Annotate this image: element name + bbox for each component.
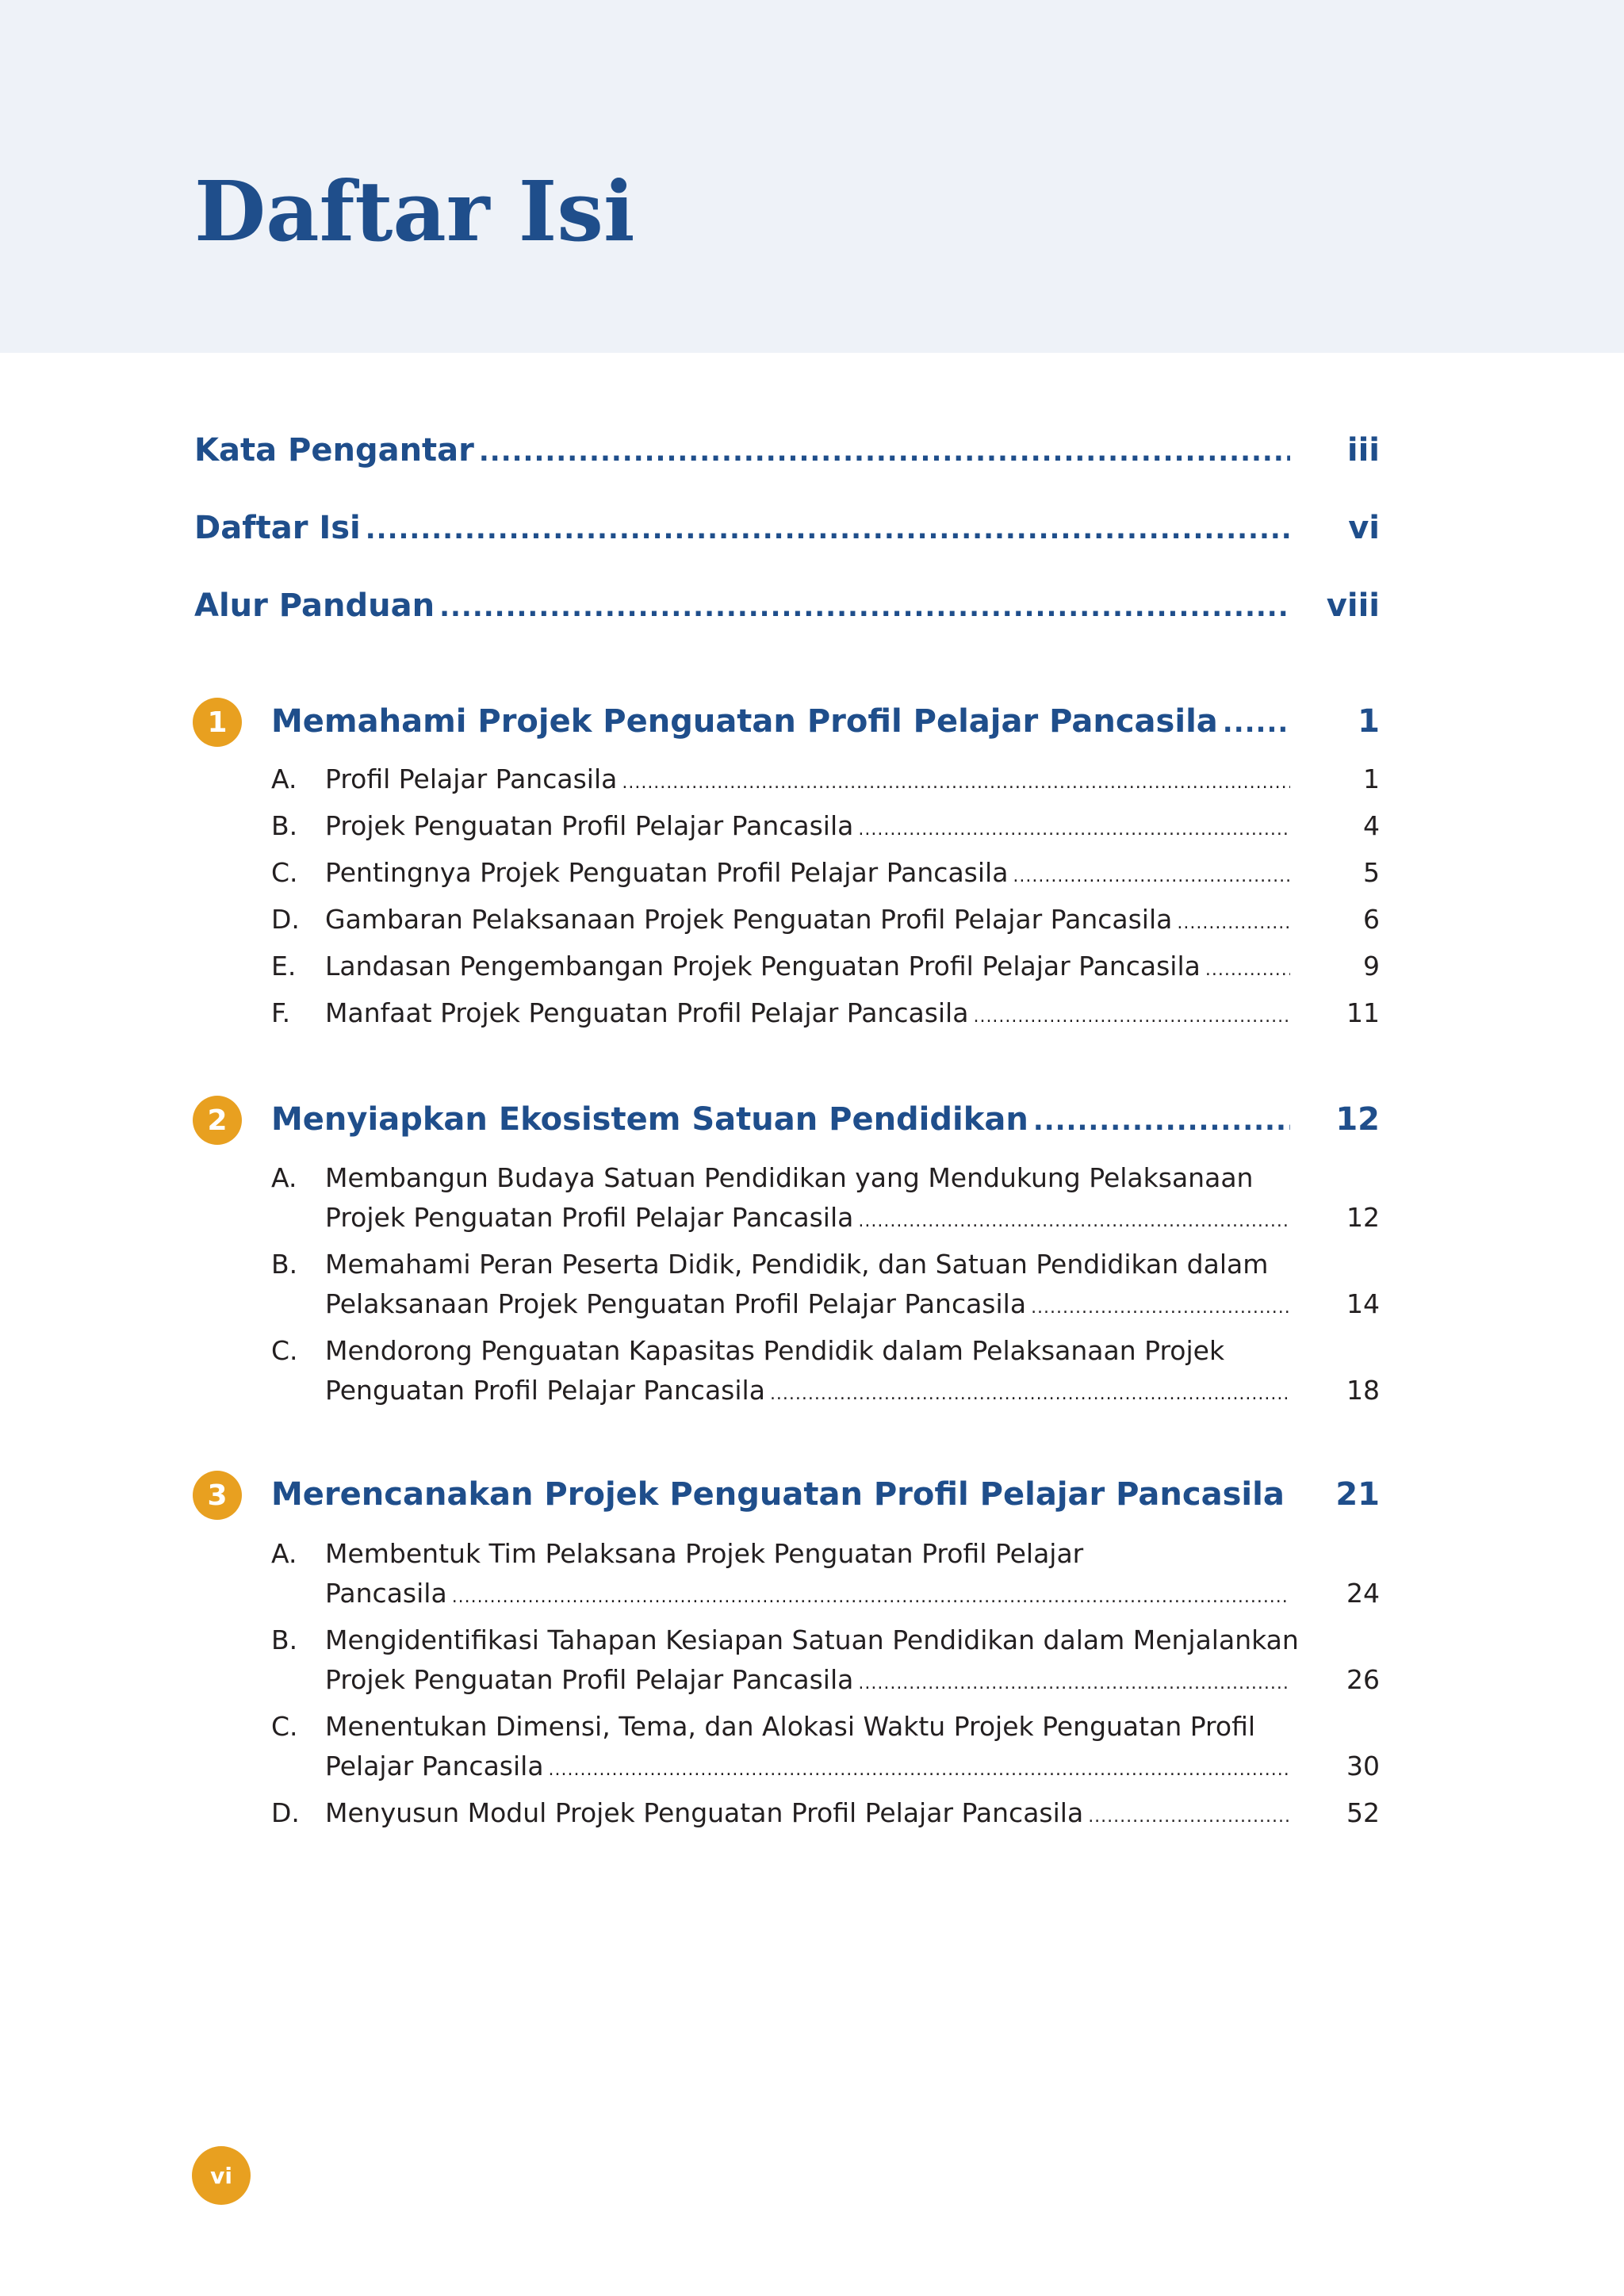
- leader-dots: [973, 1007, 1290, 1027]
- toc-subentry[interactable]: [325, 1797, 1290, 1828]
- subentry-title-line1: Mendorong Penguatan Kapasitas Pendidik dalam Pelaksanaan Projek: [325, 1335, 1225, 1366]
- leader-dots: [479, 436, 1290, 468]
- toc-entry-page: vi: [1348, 510, 1380, 546]
- subentry-page: 26: [1346, 1664, 1380, 1695]
- leader-dots: [1223, 707, 1290, 739]
- page-title: Daftar Isi: [194, 163, 635, 260]
- toc-subentry[interactable]: [325, 904, 1290, 935]
- subentry-title: Projek Penguatan Profil Pelajar Pancasila: [325, 1664, 854, 1695]
- leader-dots: [858, 820, 1290, 840]
- subentry-page: 52: [1346, 1797, 1380, 1828]
- leader-dots: [1031, 1298, 1290, 1318]
- toc-subentry[interactable]: [325, 1578, 1290, 1609]
- chapter-page: 21: [1335, 1476, 1380, 1513]
- footer-page-number: vi: [192, 2146, 251, 2205]
- toc-entry-alur-panduan[interactable]: [194, 587, 1290, 624]
- leader-dots: [770, 1384, 1290, 1404]
- leader-dots: [858, 1674, 1290, 1693]
- leader-dots: [1088, 1807, 1290, 1827]
- leader-dots: [858, 1211, 1290, 1231]
- leader-dots: [1033, 1105, 1290, 1137]
- chapter-heading-1[interactable]: [271, 703, 1290, 740]
- toc-subentry[interactable]: [325, 857, 1290, 888]
- toc-subentry[interactable]: [325, 1288, 1290, 1319]
- subentry-title: Menyusun Modul Projek Penguatan Profil Pelajar Pancasila: [325, 1797, 1084, 1828]
- item-letter: B.: [271, 810, 298, 841]
- subentry-title: Pelaksanaan Projek Penguatan Profil Pelajar Pancasila: [325, 1288, 1027, 1319]
- toc-entry-label: Daftar Isi: [194, 510, 361, 546]
- item-letter: B.: [271, 1249, 298, 1280]
- toc-subentry[interactable]: [325, 1664, 1290, 1695]
- subentry-title: Projek Penguatan Profil Pelajar Pancasila: [325, 1202, 854, 1233]
- subentry-title-line1: Membentuk Tim Pelaksana Projek Penguatan Profil Pelajar: [325, 1538, 1084, 1569]
- chapter-heading-3[interactable]: [271, 1476, 1290, 1513]
- subentry-title: Landasan Pengembangan Projek Penguatan Profil Pelajar Pancasila: [325, 951, 1201, 982]
- leader-dots: [549, 1760, 1290, 1780]
- chapter-title: Menyiapkan Ekosistem Satuan Pendidikan: [271, 1101, 1028, 1138]
- subentry-page: 11: [1346, 997, 1380, 1028]
- leader-dots: [1205, 960, 1290, 980]
- item-letter: B.: [271, 1624, 298, 1655]
- item-letter: C.: [271, 1335, 298, 1366]
- subentry-page: 12: [1346, 1202, 1380, 1233]
- subentry-page: 24: [1346, 1578, 1380, 1609]
- item-letter: A.: [271, 1538, 297, 1569]
- toc-subentry[interactable]: [325, 1751, 1290, 1781]
- item-letter: A.: [271, 1162, 297, 1193]
- subentry-title: Profil Pelajar Pancasila: [325, 763, 618, 794]
- subentry-title: Penguatan Profil Pelajar Pancasila: [325, 1375, 765, 1406]
- subentry-page: 4: [1363, 810, 1380, 841]
- toc-entry-page: viii: [1326, 587, 1380, 624]
- toc-subentry[interactable]: [325, 763, 1290, 794]
- subentry-page: 14: [1346, 1288, 1380, 1319]
- chapter-page: 1: [1358, 703, 1380, 740]
- leader-dots: [1289, 1480, 1290, 1512]
- subentry-page: 6: [1363, 904, 1380, 935]
- item-letter: A.: [271, 763, 297, 794]
- chapter-number-badge: 3: [193, 1471, 242, 1520]
- subentry-page: 9: [1363, 951, 1380, 982]
- leader-dots: [452, 1587, 1290, 1607]
- chapter-heading-2[interactable]: [271, 1101, 1290, 1138]
- subentry-title: Pentingnya Projek Penguatan Profil Pelajar Pancasila: [325, 857, 1009, 888]
- subentry-title-line1: Membangun Budaya Satuan Pendidikan yang Mendukung Pelaksanaan: [325, 1162, 1254, 1193]
- subentry-page: 18: [1346, 1375, 1380, 1406]
- toc-subentry[interactable]: [325, 951, 1290, 982]
- toc-entry-label: Alur Panduan: [194, 587, 435, 624]
- subentry-title: Projek Penguatan Profil Pelajar Pancasila: [325, 810, 854, 841]
- subentry-title: Manfaat Projek Penguatan Profil Pelajar Pancasila: [325, 997, 969, 1028]
- toc-entry-page: iii: [1346, 432, 1380, 469]
- subentry-title: Pelajar Pancasila: [325, 1751, 544, 1781]
- subentry-title: Pancasila: [325, 1578, 447, 1609]
- item-letter: D.: [271, 904, 300, 935]
- item-letter: C.: [271, 1711, 298, 1742]
- subentry-page: 5: [1363, 857, 1380, 888]
- subentry-page: 30: [1346, 1751, 1380, 1781]
- item-letter: C.: [271, 857, 298, 888]
- item-letter: F.: [271, 997, 291, 1028]
- toc-entry-label: Kata Pengantar: [194, 432, 474, 469]
- item-letter: E.: [271, 951, 297, 982]
- subentry-title: Gambaran Pelaksanaan Projek Penguatan Profil Pelajar Pancasila: [325, 904, 1173, 935]
- chapter-title: Merencanakan Projek Penguatan Profil Pelajar Pancasila: [271, 1476, 1285, 1513]
- subentry-page: 1: [1363, 763, 1380, 794]
- leader-dots: [1177, 913, 1290, 933]
- toc-subentry[interactable]: [325, 810, 1290, 841]
- subentry-title-line1: Mengidentifikasi Tahapan Kesiapan Satuan Pendidikan dalam Menjalankan: [325, 1624, 1299, 1655]
- leader-dots: [366, 514, 1290, 545]
- toc-entry-kata-pengantar[interactable]: [194, 432, 1290, 469]
- toc-subentry[interactable]: [325, 1202, 1290, 1233]
- subentry-title-line1: Memahami Peran Peserta Didik, Pendidik, dan Satuan Pendidikan dalam: [325, 1249, 1269, 1280]
- chapter-title: Memahami Projek Penguatan Profil Pelajar Pancasila: [271, 703, 1218, 740]
- leader-dots: [1013, 867, 1290, 886]
- toc-subentry[interactable]: [325, 997, 1290, 1028]
- toc-entry-daftar-isi[interactable]: [194, 510, 1290, 546]
- chapter-page: 12: [1335, 1101, 1380, 1138]
- toc-subentry[interactable]: [325, 1375, 1290, 1406]
- chapter-number-badge: 1: [193, 698, 242, 747]
- item-letter: D.: [271, 1797, 300, 1828]
- leader-dots: [439, 591, 1290, 623]
- leader-dots: [622, 773, 1290, 793]
- subentry-title-line1: Menentukan Dimensi, Tema, dan Alokasi Waktu Projek Penguatan Profil: [325, 1711, 1256, 1742]
- chapter-number-badge: 2: [193, 1096, 242, 1145]
